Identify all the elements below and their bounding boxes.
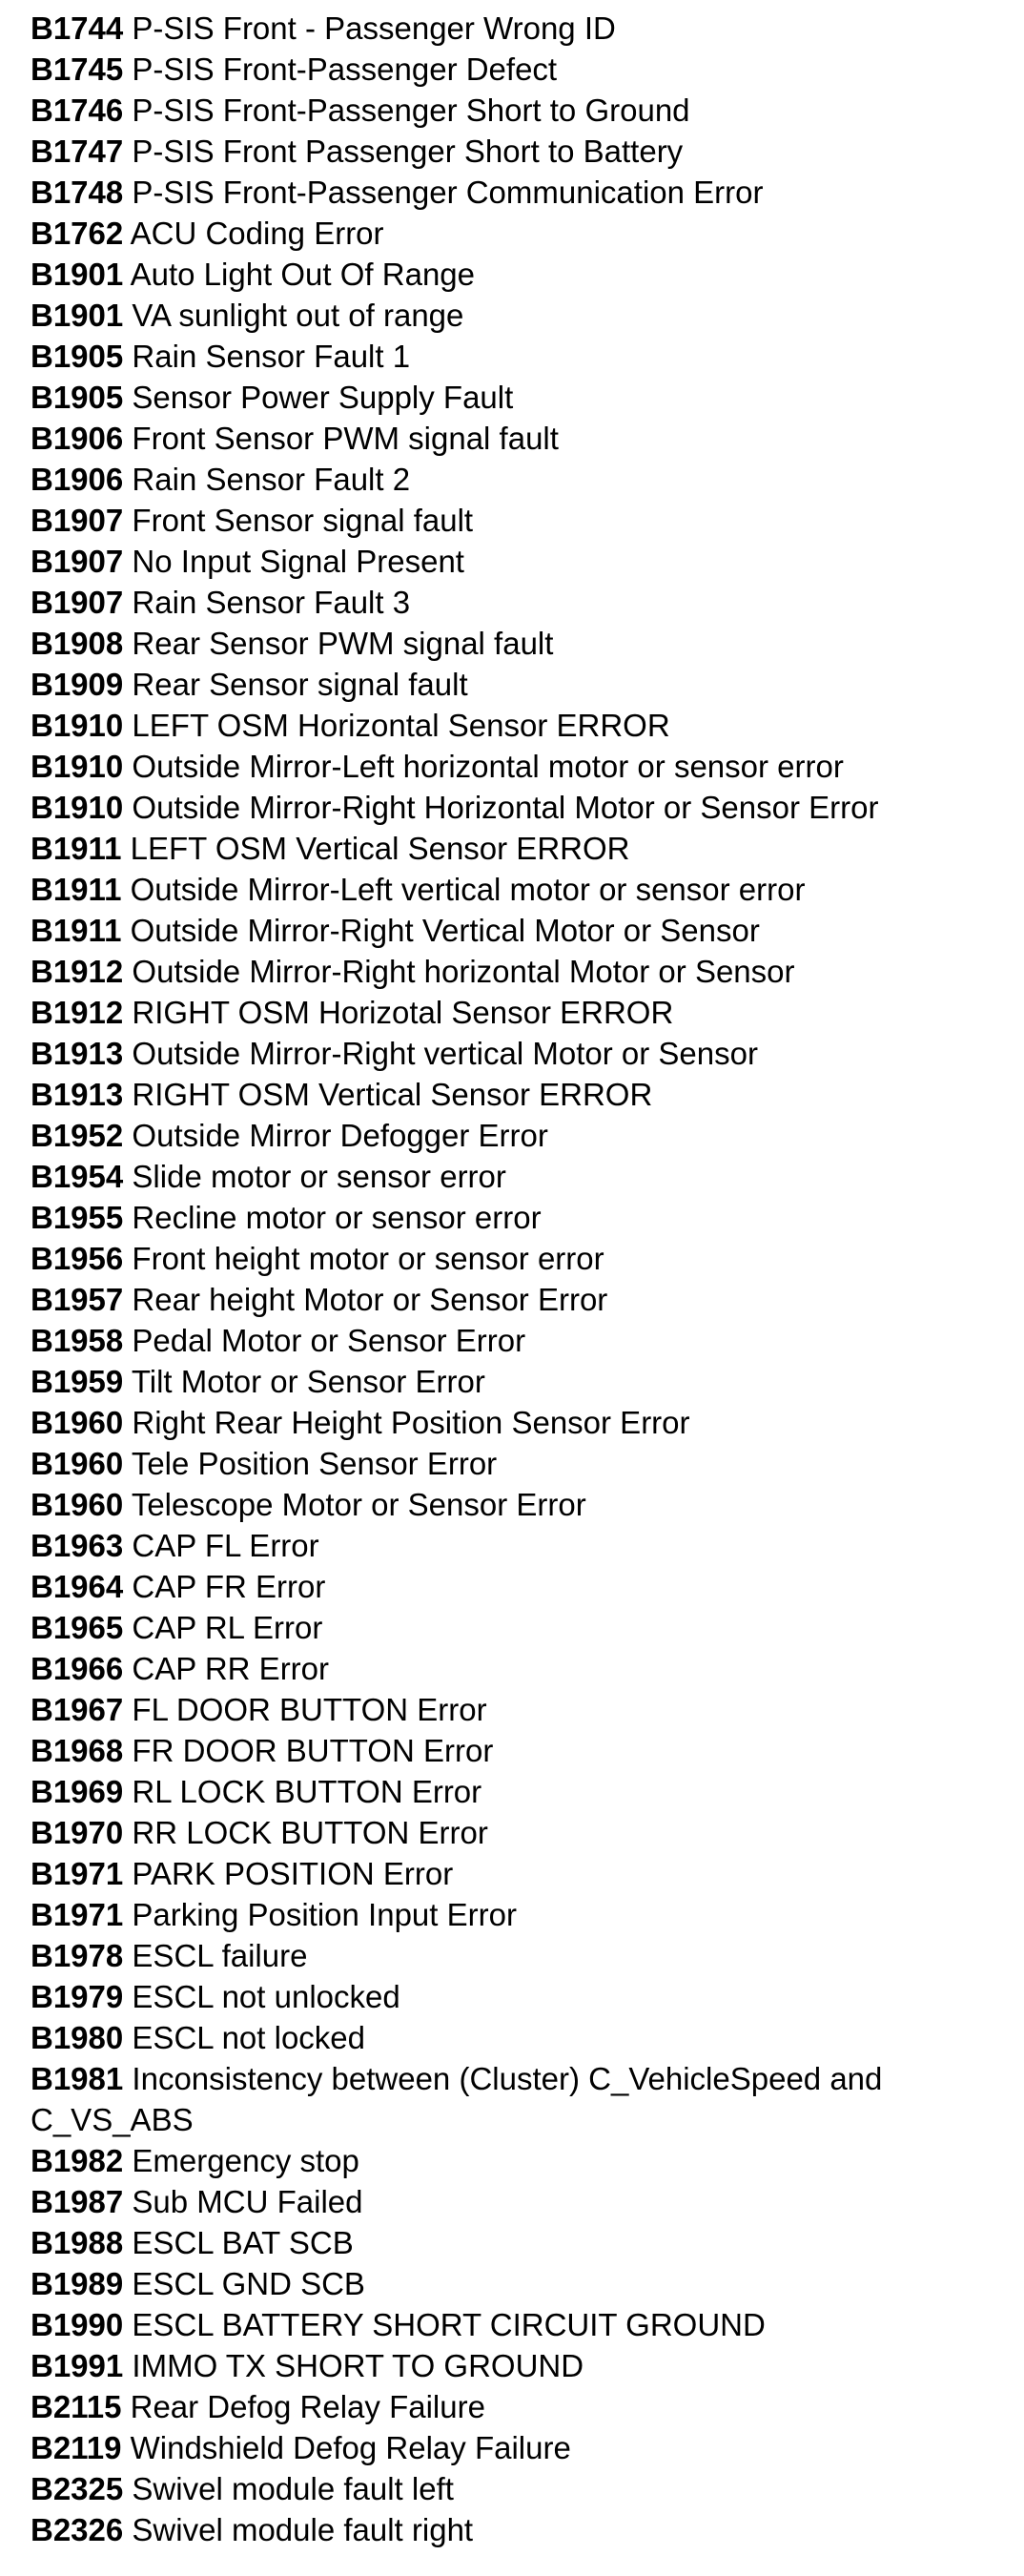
fault-code: B1912 <box>31 954 124 989</box>
list-item <box>31 664 1003 705</box>
fault-description: CAP RR Error <box>132 1651 330 1686</box>
fault-description: Auto Light Out Of Range <box>130 257 475 292</box>
fault-description: P-SIS Front-Passenger Defect <box>132 52 558 87</box>
fault-code: B1907 <box>31 503 124 538</box>
list-item <box>31 1812 1003 1853</box>
fault-code: B1745 <box>31 52 124 87</box>
list-item <box>31 1074 1003 1115</box>
fault-description: ESCL not locked <box>132 2020 366 2055</box>
fault-description: Front Sensor signal fault <box>132 503 474 538</box>
fault-description: LEFT OSM Vertical Sensor ERROR <box>130 831 630 866</box>
fault-code: B1980 <box>31 2020 124 2055</box>
list-item <box>31 1484 1003 1525</box>
fault-code: B1971 <box>31 1856 124 1891</box>
fault-code: B1969 <box>31 1774 124 1809</box>
list-item <box>31 2017 1003 2058</box>
list-item <box>31 1115 1003 1156</box>
fault-code: B1964 <box>31 1569 124 1604</box>
list-item <box>31 1402 1003 1443</box>
fault-description: LEFT OSM Horizontal Sensor ERROR <box>132 708 670 743</box>
list-item <box>31 1853 1003 1894</box>
fault-code: B1911 <box>31 872 122 907</box>
list-item <box>31 459 1003 500</box>
fault-description: ACU Coding Error <box>130 216 384 251</box>
fault-description: Swivel module fault left <box>132 2471 454 2506</box>
fault-description: P-SIS Front-Passenger Communication Error <box>132 175 764 210</box>
list-item <box>31 1525 1003 1566</box>
fault-code: B1957 <box>31 1282 124 1317</box>
fault-description: Recline motor or sensor error <box>132 1200 542 1235</box>
fault-code: B1968 <box>31 1733 124 1768</box>
list-item <box>31 8 1003 49</box>
fault-description: Rear Sensor PWM signal fault <box>132 626 554 661</box>
fault-code: B2119 <box>31 2430 122 2465</box>
fault-description: ESCL BAT SCB <box>132 2225 354 2260</box>
fault-description: Rain Sensor Fault 1 <box>132 339 411 374</box>
fault-code: B1906 <box>31 462 124 497</box>
fault-code: B1970 <box>31 1815 124 1850</box>
fault-description: Windshield Defog Relay Failure <box>130 2430 571 2465</box>
list-item <box>31 2140 1003 2181</box>
fault-description: Right Rear Height Position Sensor Error <box>132 1405 690 1440</box>
fault-description: Outside Mirror Defogger Error <box>132 1118 548 1153</box>
list-item <box>31 2509 1003 2550</box>
list-item <box>31 418 1003 459</box>
list-item <box>31 2386 1003 2427</box>
list-item <box>31 541 1003 582</box>
fault-code: B1952 <box>31 1118 124 1153</box>
fault-description: FL DOOR BUTTON Error <box>132 1692 487 1727</box>
fault-code: B1906 <box>31 421 124 456</box>
list-item <box>31 336 1003 377</box>
list-item <box>31 1443 1003 1484</box>
fault-description: CAP FL Error <box>132 1528 319 1563</box>
fault-code: B2326 <box>31 2512 124 2547</box>
fault-code: B1744 <box>31 10 124 46</box>
fault-description: Rear Sensor signal fault <box>132 667 468 702</box>
list-item <box>31 910 1003 951</box>
fault-code: B1747 <box>31 134 124 169</box>
fault-code: B1905 <box>31 380 124 415</box>
list-item <box>31 746 1003 787</box>
fault-code: B1901 <box>31 298 124 333</box>
fault-description: Rain Sensor Fault 3 <box>132 585 411 620</box>
list-item <box>31 2468 1003 2509</box>
list-item <box>31 2345 1003 2386</box>
fault-code: B1971 <box>31 1897 124 1932</box>
fault-description: Front height motor or sensor error <box>132 1241 604 1276</box>
fault-code: B2325 <box>31 2471 124 2506</box>
fault-code: B1958 <box>31 1323 124 1358</box>
fault-code: B1954 <box>31 1159 124 1194</box>
fault-description: Swivel module fault right <box>132 2512 474 2547</box>
fault-code: B1982 <box>31 2143 124 2178</box>
fault-code: B1910 <box>31 749 124 784</box>
fault-code: B1746 <box>31 93 124 128</box>
fault-description: Rain Sensor Fault 2 <box>132 462 411 497</box>
fault-code: B1960 <box>31 1405 124 1440</box>
list-item <box>31 295 1003 336</box>
fault-description: Tele Position Sensor Error <box>131 1446 498 1481</box>
fault-description: IMMO TX SHORT TO GROUND <box>132 2348 584 2383</box>
list-item <box>31 951 1003 992</box>
fault-description: Front Sensor PWM signal fault <box>132 421 559 456</box>
list-item <box>31 1156 1003 1197</box>
fault-code: B1967 <box>31 1692 124 1727</box>
fault-description: Pedal Motor or Sensor Error <box>132 1323 526 1358</box>
fault-code: B1907 <box>31 585 124 620</box>
fault-description: CAP FR Error <box>132 1569 326 1604</box>
fault-description: ESCL failure <box>132 1938 308 1973</box>
list-item <box>31 49 1003 90</box>
fault-description: P-SIS Front-Passenger Short to Ground <box>132 93 690 128</box>
list-item <box>31 1771 1003 1812</box>
list-item <box>31 1607 1003 1648</box>
fault-description: Outside Mirror-Right Vertical Motor or Sensor <box>130 913 760 948</box>
list-item <box>31 2263 1003 2304</box>
fault-code: B1911 <box>31 831 122 866</box>
fault-description: RIGHT OSM Horizotal Sensor ERROR <box>132 995 674 1030</box>
list-item <box>31 992 1003 1033</box>
list-item <box>31 2427 1003 2468</box>
list-item <box>31 1894 1003 1935</box>
list-item <box>31 2222 1003 2263</box>
fault-code: B1989 <box>31 2266 124 2301</box>
fault-code: B2115 <box>31 2389 122 2424</box>
list-item <box>31 705 1003 746</box>
list-item <box>31 500 1003 541</box>
list-item <box>31 1730 1003 1771</box>
list-item <box>31 582 1003 623</box>
list-item <box>31 1648 1003 1689</box>
fault-description: ESCL BATTERY SHORT CIRCUIT GROUND <box>132 2307 766 2342</box>
fault-code: B1912 <box>31 995 124 1030</box>
fault-code: B1981 <box>31 2061 124 2096</box>
list-item <box>31 1361 1003 1402</box>
fault-code: B1978 <box>31 1938 124 1973</box>
fault-code: B1762 <box>31 216 124 251</box>
list-item <box>31 377 1003 418</box>
fault-code: B1960 <box>31 1487 124 1522</box>
list-item <box>31 2181 1003 2222</box>
list-item <box>31 1197 1003 1238</box>
list-item <box>31 2058 1003 2140</box>
list-item <box>31 828 1003 869</box>
fault-description: Parking Position Input Error <box>132 1897 517 1932</box>
list-item <box>31 1976 1003 2017</box>
fault-description: No Input Signal Present <box>132 544 464 579</box>
list-item <box>31 1320 1003 1361</box>
fault-description: Telescope Motor or Sensor Error <box>131 1487 586 1522</box>
fault-code: B1987 <box>31 2184 124 2219</box>
list-item <box>31 787 1003 828</box>
fault-description: CAP RL Error <box>132 1610 323 1645</box>
list-item <box>31 90 1003 131</box>
list-item <box>31 1033 1003 1074</box>
fault-code: B1905 <box>31 339 124 374</box>
fault-description: ESCL GND SCB <box>132 2266 365 2301</box>
fault-description: Outside Mirror-Left vertical motor or sensor error <box>130 872 806 907</box>
fault-code: B1966 <box>31 1651 124 1686</box>
fault-code: B1959 <box>31 1364 124 1399</box>
fault-code: B1907 <box>31 544 124 579</box>
fault-description: RL LOCK BUTTON Error <box>132 1774 482 1809</box>
list-item <box>31 2304 1003 2345</box>
fault-description: Inconsistency between (Cluster) C_VehicleSpeed and C_VS_ABS <box>31 2061 883 2137</box>
fault-description: P-SIS Front - Passenger Wrong ID <box>132 10 616 46</box>
fault-code: B1979 <box>31 1979 124 2014</box>
fault-description: VA sunlight out of range <box>132 298 464 333</box>
list-item <box>31 1238 1003 1279</box>
fault-code: B1955 <box>31 1200 124 1235</box>
fault-description: Outside Mirror-Right Horizontal Motor or Sensor Error <box>132 790 879 825</box>
fault-description: Rear Defog Relay Failure <box>130 2389 485 2424</box>
list-item <box>31 1279 1003 1320</box>
fault-description: PARK POSITION Error <box>132 1856 454 1891</box>
fault-description: FR DOOR BUTTON Error <box>132 1733 494 1768</box>
fault-description: Slide motor or sensor error <box>132 1159 506 1194</box>
fault-code: B1911 <box>31 913 122 948</box>
fault-description: Sensor Power Supply Fault <box>132 380 514 415</box>
list-item <box>31 172 1003 213</box>
list-item <box>31 1689 1003 1730</box>
fault-code: B1908 <box>31 626 124 661</box>
fault-description: Tilt Motor or Sensor Error <box>131 1364 485 1399</box>
fault-code: B1909 <box>31 667 124 702</box>
fault-description: Outside Mirror-Right horizontal Motor or Sensor <box>132 954 795 989</box>
fault-code-list <box>31 8 1003 2550</box>
fault-code: B1913 <box>31 1077 124 1112</box>
fault-description: P-SIS Front Passenger Short to Battery <box>132 134 684 169</box>
fault-description: RR LOCK BUTTON Error <box>132 1815 488 1850</box>
fault-description: ESCL not unlocked <box>132 1979 400 2014</box>
fault-code: B1963 <box>31 1528 124 1563</box>
fault-code: B1960 <box>31 1446 124 1481</box>
fault-code: B1965 <box>31 1610 124 1645</box>
list-item <box>31 254 1003 295</box>
list-item <box>31 213 1003 254</box>
fault-description: Outside Mirror-Left horizontal motor or sensor error <box>132 749 844 784</box>
fault-code: B1991 <box>31 2348 124 2383</box>
fault-code: B1988 <box>31 2225 124 2260</box>
fault-code: B1913 <box>31 1036 124 1071</box>
fault-description: RIGHT OSM Vertical Sensor ERROR <box>132 1077 653 1112</box>
fault-description: Emergency stop <box>132 2143 359 2178</box>
fault-description: Rear height Motor or Sensor Error <box>132 1282 608 1317</box>
fault-code: B1910 <box>31 708 124 743</box>
list-item <box>31 1935 1003 1976</box>
fault-code: B1901 <box>31 257 124 292</box>
list-item <box>31 869 1003 910</box>
list-item <box>31 1566 1003 1607</box>
fault-description: Sub MCU Failed <box>132 2184 363 2219</box>
fault-code: B1748 <box>31 175 124 210</box>
fault-code: B1990 <box>31 2307 124 2342</box>
list-item <box>31 131 1003 172</box>
fault-description: Outside Mirror-Right vertical Motor or Sensor <box>132 1036 758 1071</box>
fault-code: B1956 <box>31 1241 124 1276</box>
fault-code: B1910 <box>31 790 124 825</box>
list-item <box>31 623 1003 664</box>
